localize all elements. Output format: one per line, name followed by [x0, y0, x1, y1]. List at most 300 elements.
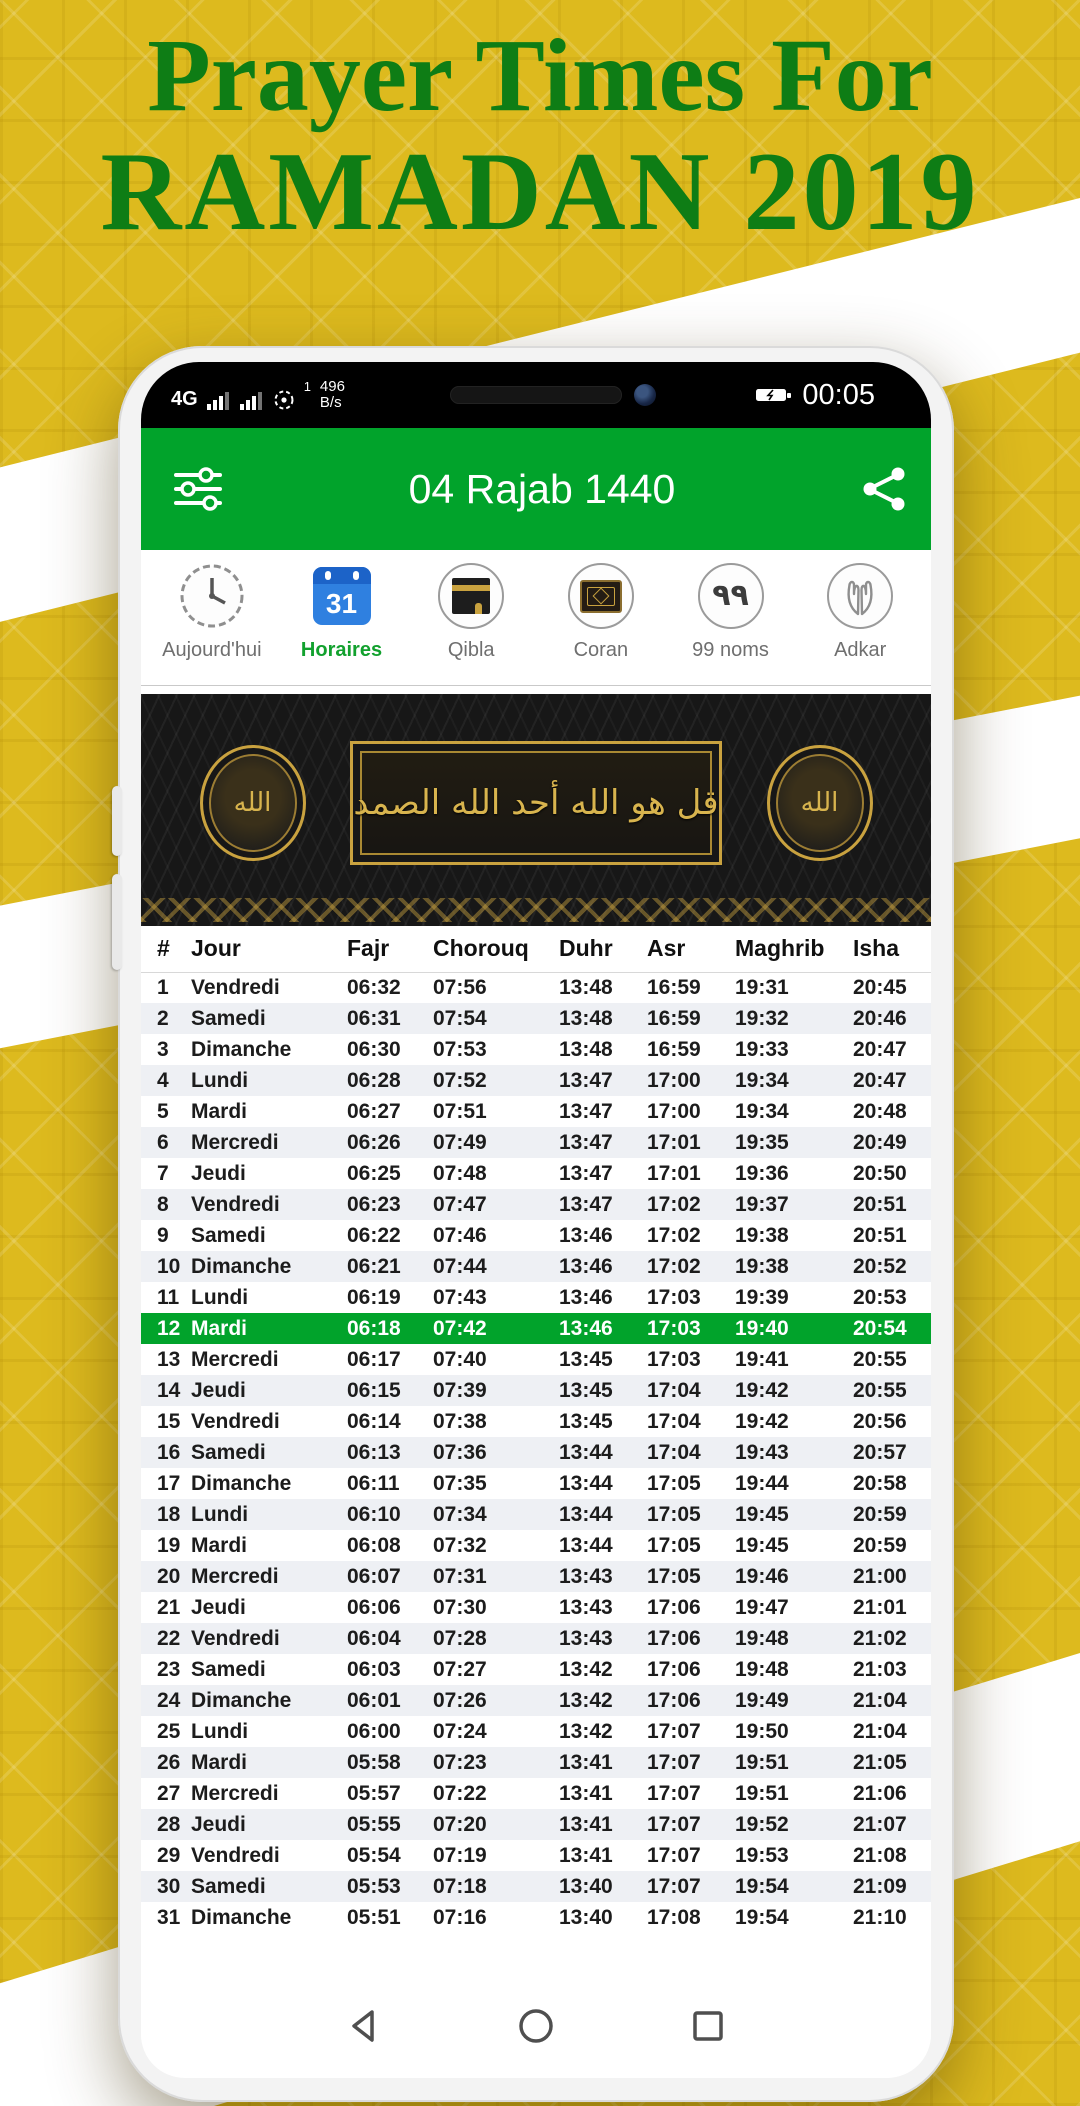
promo-title	[0, 18, 1080, 255]
table-cell: 13:46	[559, 1316, 613, 1340]
table-cell: 07:28	[433, 1626, 487, 1650]
column-header: Fajr	[341, 926, 427, 972]
table-cell: 13:46	[559, 1285, 613, 1309]
table-row[interactable]	[141, 1623, 931, 1654]
table-cell: 19:50	[735, 1719, 789, 1743]
table-cell: 13:42	[559, 1657, 613, 1681]
column-header: #	[141, 926, 185, 972]
table-cell: 06:25	[347, 1161, 401, 1185]
table-cell: 07:46	[433, 1223, 487, 1247]
table-cell: 13:47	[559, 1161, 613, 1185]
table-row[interactable]	[141, 1127, 931, 1158]
table-cell: 07:47	[433, 1192, 487, 1216]
table-row[interactable]	[141, 1437, 931, 1468]
table-cell: 07:24	[433, 1719, 487, 1743]
table-cell: 17:07	[647, 1843, 701, 1867]
table-cell: 06:31	[347, 1006, 401, 1030]
share-button[interactable]	[861, 466, 907, 512]
table-cell: 13:46	[559, 1254, 613, 1278]
table-cell: 07:20	[433, 1812, 487, 1836]
tab-coran[interactable]	[536, 560, 666, 685]
spacer	[141, 686, 931, 694]
table-cell: 21:08	[853, 1843, 907, 1867]
volume-button	[112, 874, 122, 970]
status-bar	[141, 362, 931, 428]
table-cell: 4	[157, 1068, 169, 1092]
table-cell: 19:42	[735, 1378, 789, 1402]
home-button[interactable]	[514, 2004, 558, 2048]
table-cell: 21:09	[853, 1874, 907, 1898]
table-row[interactable]	[141, 1344, 931, 1375]
table-cell: 23	[157, 1657, 181, 1681]
table-cell: 16:59	[647, 975, 701, 999]
table-cell: 05:54	[347, 1843, 401, 1867]
table-cell: 19:41	[735, 1347, 789, 1371]
table-cell: 06:17	[347, 1347, 401, 1371]
table-cell: 13:43	[559, 1595, 613, 1619]
table-cell: 13:40	[559, 1874, 613, 1898]
table-cell: 19:36	[735, 1161, 789, 1185]
table-cell: 20:59	[853, 1533, 907, 1557]
table-cell: 07:44	[433, 1254, 487, 1278]
table-cell: 30	[157, 1874, 181, 1898]
table-cell: 07:43	[433, 1285, 487, 1309]
table-cell: 13:41	[559, 1812, 613, 1836]
table-cell: 6	[157, 1130, 169, 1154]
table-cell: 26	[157, 1750, 181, 1774]
tab-label: Adkar	[834, 639, 887, 661]
table-cell: 20:46	[853, 1006, 907, 1030]
table-cell: 13:44	[559, 1502, 613, 1526]
table-cell: 13:47	[559, 1130, 613, 1154]
quran-icon	[568, 563, 634, 629]
calligraphy-medallion-left: الله	[200, 745, 306, 861]
table-cell: 13:43	[559, 1626, 613, 1650]
table-cell: 13:48	[559, 1006, 613, 1030]
recents-button[interactable]	[686, 2004, 730, 2048]
table-cell: 17:07	[647, 1812, 701, 1836]
table-cell: 06:00	[347, 1719, 401, 1743]
tab-label: Horaires	[300, 639, 383, 661]
table-row[interactable]	[141, 1716, 931, 1747]
calligraphy-medallion-right: الله	[767, 745, 873, 861]
table-cell: 19:32	[735, 1006, 789, 1030]
table-cell: 17:04	[647, 1409, 701, 1433]
table-cell: 13:41	[559, 1781, 613, 1805]
table-cell: 17:07	[647, 1750, 701, 1774]
table-cell: 19:45	[735, 1502, 789, 1526]
table-cell: Samedi	[191, 1657, 266, 1681]
table-cell: 07:18	[433, 1874, 487, 1898]
table-cell: Lundi	[191, 1068, 249, 1092]
table-cell: 07:56	[433, 975, 487, 999]
app-header	[141, 428, 931, 550]
table-cell: 21:01	[853, 1595, 907, 1619]
table-cell: 21:03	[853, 1657, 907, 1681]
table-cell: 17:04	[647, 1378, 701, 1402]
table-cell: 20:47	[853, 1037, 907, 1061]
table-cell: 07:30	[433, 1595, 487, 1619]
table-cell: 06:10	[347, 1502, 401, 1526]
table-cell: 19:47	[735, 1595, 789, 1619]
table-row[interactable]	[141, 1313, 931, 1344]
table-cell: 06:27	[347, 1099, 401, 1123]
table-cell: 17:07	[647, 1781, 701, 1805]
table-row[interactable]	[141, 1375, 931, 1406]
table-cell: 20:49	[853, 1130, 907, 1154]
table-cell: 13:47	[559, 1192, 613, 1216]
table-cell: 17:02	[647, 1192, 701, 1216]
table-row[interactable]	[141, 1778, 931, 1809]
table-cell: 21:00	[853, 1564, 907, 1588]
table-cell: 13:42	[559, 1688, 613, 1712]
tab-adkar[interactable]	[795, 560, 925, 685]
column-header: Chorouq	[427, 926, 553, 972]
table-cell: 17:00	[647, 1068, 701, 1092]
table-cell: 07:54	[433, 1006, 487, 1030]
table-cell: 20:55	[853, 1378, 907, 1402]
column-header: Asr	[641, 926, 729, 972]
table-cell: 20:57	[853, 1440, 907, 1464]
ninety-nine-glyph: ٩٩	[712, 578, 749, 613]
table-cell: 16:59	[647, 1037, 701, 1061]
table-cell: 13	[157, 1347, 181, 1371]
table-row[interactable]	[141, 1499, 931, 1530]
table-cell: 19:39	[735, 1285, 789, 1309]
table-cell: 19:51	[735, 1781, 789, 1805]
table-cell: Samedi	[191, 1440, 266, 1464]
table-row[interactable]	[141, 1840, 931, 1871]
promo-title-line1: Prayer Times For	[147, 18, 933, 133]
table-cell: 17:03	[647, 1347, 701, 1371]
column-header: Isha	[847, 926, 931, 972]
table-cell: 28	[157, 1812, 181, 1836]
kaaba-icon	[438, 563, 504, 629]
phone-mockup	[118, 346, 954, 2102]
prayer-table-header-row	[141, 926, 931, 972]
android-nav-bar	[141, 1980, 931, 2072]
table-cell: 17:00	[647, 1099, 701, 1123]
tab-aujourdhui[interactable]	[147, 560, 277, 685]
table-row[interactable]	[141, 1406, 931, 1437]
table-cell: 19:54	[735, 1905, 789, 1929]
table-cell: 18	[157, 1502, 181, 1526]
table-cell: 14	[157, 1378, 181, 1402]
share-icon	[861, 466, 907, 512]
table-cell: 06:23	[347, 1192, 401, 1216]
table-row[interactable]	[141, 1530, 931, 1561]
table-cell: 07:42	[433, 1316, 487, 1340]
table-cell: Lundi	[191, 1719, 249, 1743]
table-cell: 20:59	[853, 1502, 907, 1526]
status-bar-left	[171, 379, 345, 411]
table-cell: Vendredi	[191, 1843, 280, 1867]
hotspot-icon	[273, 389, 295, 411]
status-bar-right	[756, 378, 875, 411]
table-cell: 07:49	[433, 1130, 487, 1154]
table-row[interactable]	[141, 1096, 931, 1127]
table-cell: Dimanche	[191, 1471, 292, 1495]
table-cell: 21:10	[853, 1905, 907, 1929]
table-cell: 16	[157, 1440, 181, 1464]
table-cell: 06:13	[347, 1440, 401, 1464]
table-cell: 13:43	[559, 1564, 613, 1588]
table-cell: 06:01	[347, 1688, 401, 1712]
table-cell: 19:38	[735, 1223, 789, 1247]
table-cell: 06:18	[347, 1316, 401, 1340]
tab-qibla[interactable]	[406, 560, 536, 685]
table-cell: 13:41	[559, 1843, 613, 1867]
table-cell: 10	[157, 1254, 181, 1278]
table-cell: 13:44	[559, 1471, 613, 1495]
table-row[interactable]	[141, 1592, 931, 1623]
table-row[interactable]	[141, 1747, 931, 1778]
table-cell: 17:05	[647, 1564, 701, 1588]
tab-label: 99 noms	[692, 639, 769, 661]
table-row[interactable]	[141, 1561, 931, 1592]
table-cell: 19:46	[735, 1564, 789, 1588]
kiswa-banner-image	[141, 694, 931, 926]
table-cell: 05:53	[347, 1874, 401, 1898]
table-cell: 21:06	[853, 1781, 907, 1805]
table-cell: 07:40	[433, 1347, 487, 1371]
table-cell: 17:08	[647, 1905, 701, 1929]
table-cell: 19:38	[735, 1254, 789, 1278]
table-cell: 13:48	[559, 1037, 613, 1061]
table-cell: Dimanche	[191, 1037, 292, 1061]
table-cell: 16:59	[647, 1006, 701, 1030]
table-cell: Vendredi	[191, 1409, 280, 1433]
table-cell: 21:07	[853, 1812, 907, 1836]
prayer-times-table	[141, 926, 931, 1933]
table-cell: 13:46	[559, 1223, 613, 1247]
table-cell: 19:48	[735, 1626, 789, 1650]
tab-bar	[141, 550, 931, 686]
network-type-label: 4G	[171, 387, 198, 410]
table-cell: Jeudi	[191, 1595, 246, 1619]
table-cell: 17:02	[647, 1254, 701, 1278]
table-cell: 06:28	[347, 1068, 401, 1092]
table-row[interactable]	[141, 1158, 931, 1189]
tab-label: Aujourd'hui	[162, 639, 262, 661]
table-cell: Vendredi	[191, 1192, 280, 1216]
table-cell: 07:48	[433, 1161, 487, 1185]
tab-label: Coran	[573, 639, 629, 661]
table-cell: 19:37	[735, 1192, 789, 1216]
table-cell: 07:16	[433, 1905, 487, 1929]
table-cell: 3	[157, 1037, 169, 1061]
table-cell: Mardi	[191, 1750, 248, 1774]
table-row[interactable]	[141, 1065, 931, 1096]
table-cell: 07:52	[433, 1068, 487, 1092]
table-cell: 19:51	[735, 1750, 789, 1774]
table-cell: 13:47	[559, 1099, 613, 1123]
table-cell: 13:47	[559, 1068, 613, 1092]
table-cell: 06:19	[347, 1285, 401, 1309]
column-header: Jour	[185, 926, 341, 972]
table-cell: 31	[157, 1905, 181, 1929]
ninety-nine-names-icon	[698, 563, 764, 629]
signal-bars-icon	[240, 391, 264, 411]
table-cell: 13:44	[559, 1440, 613, 1464]
table-cell: Mercredi	[191, 1347, 279, 1371]
battery-icon	[756, 386, 792, 404]
table-cell: 5	[157, 1099, 169, 1123]
table-cell: 9	[157, 1223, 169, 1247]
table-cell: 19	[157, 1533, 181, 1557]
table-cell: 13:42	[559, 1719, 613, 1743]
table-cell: 15	[157, 1409, 181, 1433]
hijri-date-title: 04 Rajab 1440	[408, 465, 676, 512]
table-cell: 7	[157, 1161, 169, 1185]
sliders-icon	[173, 466, 223, 512]
table-cell: 17:05	[647, 1502, 701, 1526]
speaker-notch	[450, 386, 622, 404]
table-cell: 21:04	[853, 1688, 907, 1712]
table-cell: 1	[157, 975, 169, 999]
table-cell: 07:39	[433, 1378, 487, 1402]
table-cell: Samedi	[191, 1223, 266, 1247]
filter-settings-button[interactable]	[173, 466, 223, 512]
table-cell: 19:31	[735, 975, 789, 999]
table-cell: 13:45	[559, 1378, 613, 1402]
table-cell: 19:40	[735, 1316, 789, 1340]
tab-label: Qibla	[447, 639, 495, 661]
table-row[interactable]	[141, 972, 931, 1003]
table-cell: 07:23	[433, 1750, 487, 1774]
phone-screen	[141, 362, 931, 2078]
table-cell: 06:26	[347, 1130, 401, 1154]
table-cell: 20:58	[853, 1471, 907, 1495]
promo-title-line2: RAMADAN 2019	[100, 130, 980, 255]
table-cell: 2	[157, 1006, 169, 1030]
table-cell: 21	[157, 1595, 181, 1619]
table-cell: 17	[157, 1471, 181, 1495]
table-cell: 13:45	[559, 1409, 613, 1433]
sim-indicator-label: 1	[303, 379, 311, 395]
table-cell: 19:49	[735, 1688, 789, 1712]
table-cell: 06:22	[347, 1223, 401, 1247]
table-row[interactable]	[141, 1468, 931, 1499]
signal-bars-icon	[207, 391, 231, 411]
table-cell: 24	[157, 1688, 181, 1712]
table-row[interactable]	[141, 1871, 931, 1902]
table-cell: Samedi	[191, 1006, 266, 1030]
table-cell: 06:04	[347, 1626, 401, 1650]
table-cell: 20:54	[853, 1316, 907, 1340]
table-cell: 13:48	[559, 975, 613, 999]
table-row[interactable]	[141, 1654, 931, 1685]
table-cell: 21:05	[853, 1750, 907, 1774]
table-cell: 20	[157, 1564, 181, 1588]
table-cell: 17:03	[647, 1316, 701, 1340]
table-cell: 21:02	[853, 1626, 907, 1650]
table-cell: 20:50	[853, 1161, 907, 1185]
network-speed-value: 496	[319, 378, 345, 396]
table-cell: 06:07	[347, 1564, 401, 1588]
table-cell: 20:55	[853, 1347, 907, 1371]
table-row[interactable]	[141, 1809, 931, 1840]
table-cell: 07:36	[433, 1440, 487, 1464]
table-cell: Samedi	[191, 1874, 266, 1898]
table-row[interactable]	[141, 1251, 931, 1282]
table-row[interactable]	[141, 1003, 931, 1034]
table-cell: 17:04	[647, 1440, 701, 1464]
table-cell: Lundi	[191, 1502, 249, 1526]
table-cell: 17:01	[647, 1130, 701, 1154]
table-cell: 05:57	[347, 1781, 401, 1805]
table-cell: 20:52	[853, 1254, 907, 1278]
column-header: Duhr	[553, 926, 641, 972]
table-cell: Mercredi	[191, 1130, 279, 1154]
arabic-calligraphy-panel: قل هو الله أحد الله الصمد	[350, 741, 722, 865]
back-button[interactable]	[342, 2004, 386, 2048]
front-camera	[634, 384, 656, 406]
table-row[interactable]	[141, 1220, 931, 1251]
table-cell: 07:51	[433, 1099, 487, 1123]
table-cell: 17:07	[647, 1874, 701, 1898]
table-cell: 07:19	[433, 1843, 487, 1867]
column-header: Maghrib	[729, 926, 847, 972]
table-cell: 06:14	[347, 1409, 401, 1433]
table-cell: 17:06	[647, 1657, 701, 1681]
table-cell: 17:05	[647, 1471, 701, 1495]
kiswa-hem-pattern	[141, 898, 931, 922]
table-row[interactable]	[141, 1902, 931, 1933]
tab-horaires[interactable]	[277, 560, 407, 685]
table-cell: 19:45	[735, 1533, 789, 1557]
table-cell: 8	[157, 1192, 169, 1216]
table-cell: 13:45	[559, 1347, 613, 1371]
table-cell: 07:53	[433, 1037, 487, 1061]
table-row[interactable]	[141, 1034, 931, 1065]
network-speed-unit: B/s	[319, 394, 342, 411]
tab-99-noms[interactable]	[666, 560, 796, 685]
table-cell: 17:06	[647, 1595, 701, 1619]
table-cell: 05:51	[347, 1905, 401, 1929]
table-cell: 17:06	[647, 1626, 701, 1650]
table-cell: 05:58	[347, 1750, 401, 1774]
table-cell: 20:51	[853, 1192, 907, 1216]
table-cell: 13:40	[559, 1905, 613, 1929]
table-cell: 27	[157, 1781, 181, 1805]
table-cell: 07:22	[433, 1781, 487, 1805]
table-cell: 17:02	[647, 1223, 701, 1247]
table-cell: 25	[157, 1719, 181, 1743]
table-cell: 19:33	[735, 1037, 789, 1061]
table-cell: 13:41	[559, 1750, 613, 1774]
volume-button	[112, 786, 122, 856]
table-cell: 07:31	[433, 1564, 487, 1588]
table-cell: Jeudi	[191, 1378, 246, 1402]
table-cell: 06:32	[347, 975, 401, 999]
table-cell: Dimanche	[191, 1905, 292, 1929]
table-row[interactable]	[141, 1282, 931, 1313]
table-cell: 06:06	[347, 1595, 401, 1619]
table-cell: 11	[157, 1285, 180, 1309]
table-cell: 20:51	[853, 1223, 907, 1247]
table-cell: 19:48	[735, 1657, 789, 1681]
table-row[interactable]	[141, 1685, 931, 1716]
table-cell: Mercredi	[191, 1564, 279, 1588]
table-cell: Mardi	[191, 1316, 248, 1340]
table-cell: 19:43	[735, 1440, 789, 1464]
table-row[interactable]	[141, 1189, 931, 1220]
table-cell: 19:54	[735, 1874, 789, 1898]
table-cell: Jeudi	[191, 1812, 246, 1836]
table-cell: 07:34	[433, 1502, 487, 1526]
table-cell: 07:38	[433, 1409, 487, 1433]
